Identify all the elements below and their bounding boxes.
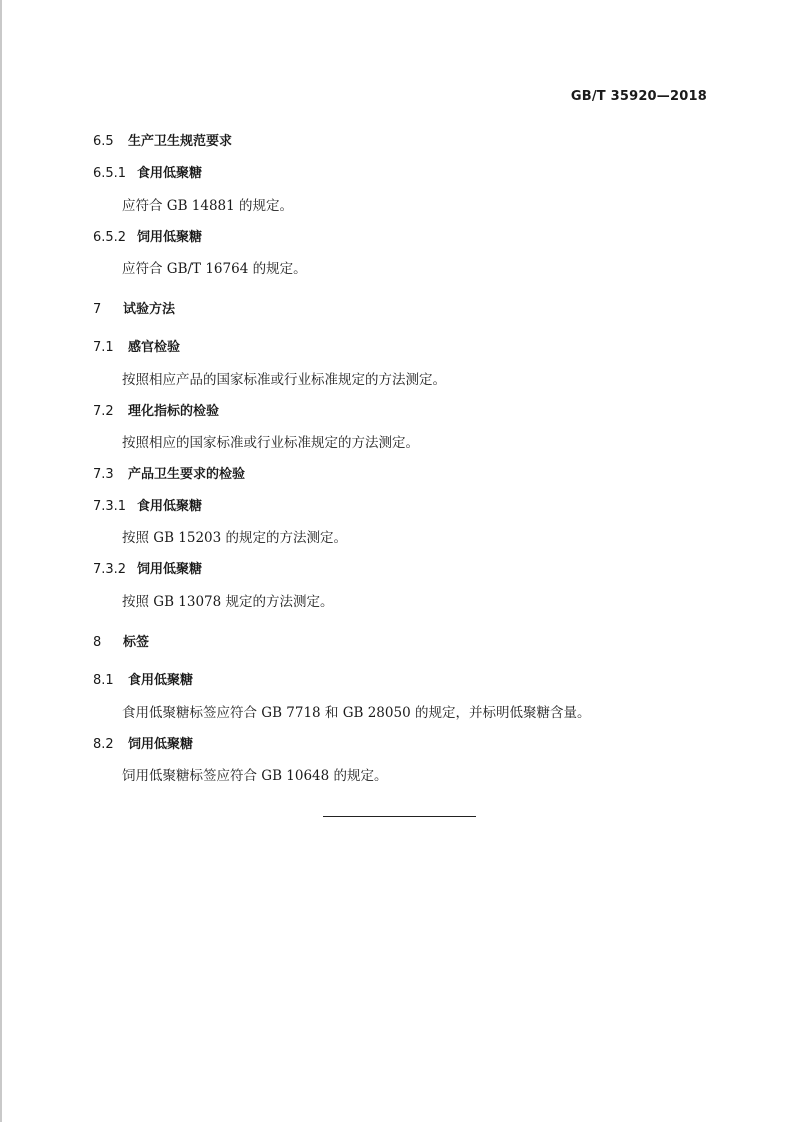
section-number: 7: [93, 302, 102, 317]
section-title: 感官检验: [128, 340, 181, 355]
section-title: 食用低聚糖: [128, 673, 194, 688]
section-number: 8.2: [93, 737, 114, 752]
section-number: 7.3.2: [93, 562, 127, 577]
section-number: 7.1: [93, 340, 114, 355]
section-heading-7-3-1: [93, 498, 202, 516]
section-heading-6-5-2: [93, 229, 202, 247]
section-number: 7.3: [93, 467, 114, 482]
section-heading-8: [93, 634, 149, 652]
end-of-document-rule: [323, 816, 476, 817]
section-number: 6.5.1: [93, 166, 127, 181]
section-number: 8.1: [93, 673, 114, 688]
section-number: 8: [93, 635, 102, 650]
paragraph: 按照相应产品的国家标准或行业标准规定的方法测定。: [122, 372, 446, 388]
section-title: 试验方法: [123, 302, 176, 317]
section-title: 食用低聚糖: [137, 499, 203, 514]
section-title: 生产卫生规范要求: [128, 134, 233, 149]
standard-code: GB/T 35920—2018: [570, 89, 707, 104]
section-title: 饲用低聚糖: [137, 562, 203, 577]
section-title: 食用低聚糖: [137, 166, 203, 181]
section-heading-8-1: [93, 672, 193, 690]
paragraph: 食用低聚糖标签应符合 GB 7718 和 GB 28050 的规定，并标明低聚糖含量。: [122, 705, 591, 721]
section-title: 理化指标的检验: [128, 404, 220, 419]
section-heading-7-1: [93, 339, 180, 357]
section-heading-7-3: [93, 466, 245, 484]
section-number: 7.2: [93, 404, 114, 419]
section-heading-7: [93, 301, 175, 319]
section-title: 产品卫生要求的检验: [128, 467, 246, 482]
section-number: 6.5: [93, 134, 114, 149]
paragraph: 按照 GB 13078 规定的方法测定。: [122, 594, 334, 610]
paragraph: 按照 GB 15203 的规定的方法测定。: [122, 530, 348, 546]
section-heading-6-5: [93, 133, 232, 151]
section-title: 标签: [123, 635, 150, 650]
section-title: 饲用低聚糖: [137, 230, 203, 245]
section-heading-6-5-1: [93, 165, 202, 183]
paragraph: 应符合 GB/T 16764 的规定。: [122, 261, 307, 277]
paragraph: 饲用低聚糖标签应符合 GB 10648 的规定。: [122, 768, 388, 784]
paragraph: 按照相应的国家标准或行业标准规定的方法测定。: [122, 435, 419, 451]
section-number: 7.3.1: [93, 499, 127, 514]
section-heading-7-3-2: [93, 561, 202, 579]
section-number: 6.5.2: [93, 230, 127, 245]
section-heading-8-2: [93, 736, 193, 754]
paragraph: 应符合 GB 14881 的规定。: [122, 198, 294, 214]
section-heading-7-2: [93, 403, 219, 421]
section-title: 饲用低聚糖: [128, 737, 194, 752]
scan-edge: [0, 0, 2, 1122]
